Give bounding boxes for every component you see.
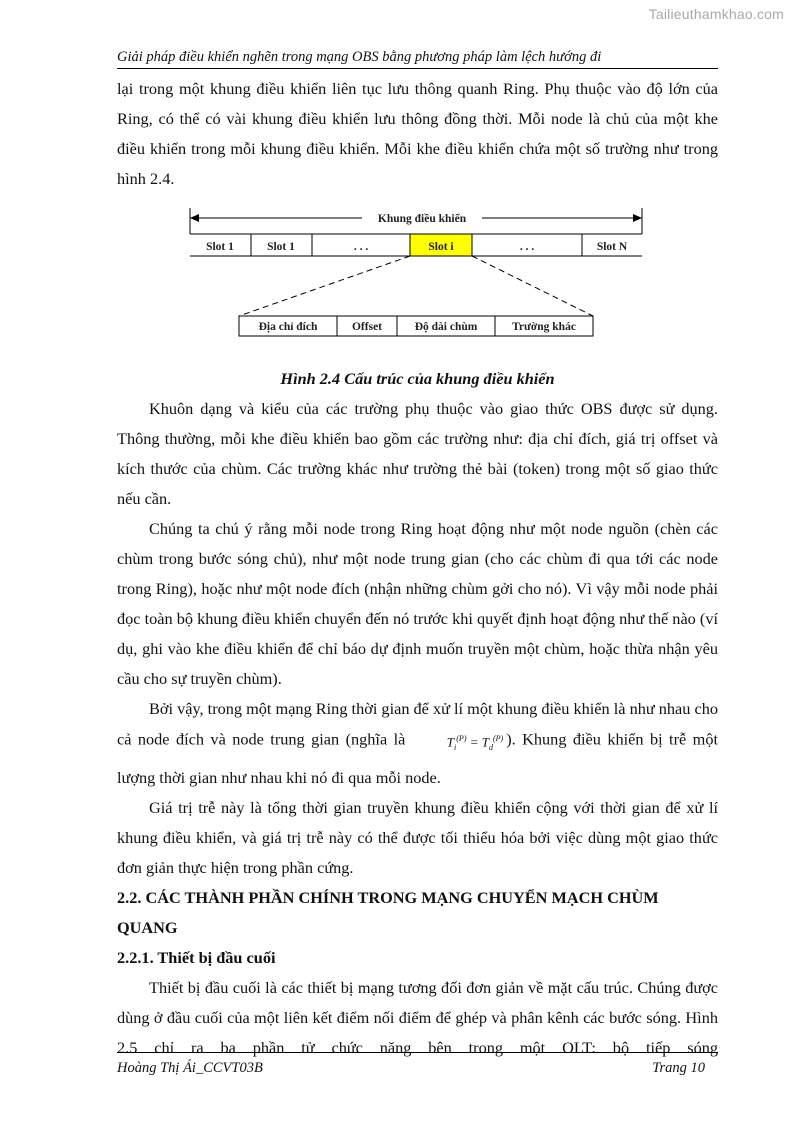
section-heading: 2.2. CÁC THÀNH PHẦN CHÍNH TRONG MẠNG CHUYỂN MẠCH CHÙM QUANG	[117, 887, 659, 937]
figure-control-frame	[117, 204, 718, 364]
paragraph: lại trong một khung điều khiển liên tục lưu thông quanh Ring. Phụ thuộc vào độ lớn của Ring, có thể có vài khung điều khiển lưu thông đồng thời. Mỗi node là chủ của một khe điều khiển trong mỗi khung điều khiển. Mỗi khe điều khiển chứa một số trường như trong hình 2.4.	[117, 79, 718, 188]
watermark: Tailieuthamkhao.com	[648, 6, 784, 22]
field-label: Offset	[351, 321, 383, 333]
footer-author: Hoàng Thị Ái_CCVT03B	[117, 1060, 263, 1076]
slot-label: Slot i	[428, 241, 454, 253]
slot-label: Slot 1	[206, 241, 234, 253]
paragraph: Khuôn dạng và kiểu của các trường phụ thuộc vào giao thức OBS được sử dụng. Thông thường, mỗi khe điều khiển bao gồm các trường như: địa chỉ đích, giá trị offset và kích thước của chùm. Các trường khác như trường thẻ bài (token) trong một số giao thức nếu cần.	[117, 399, 718, 508]
paragraph: Giá trị trễ này là tổng thời gian truyền khung điều khiển cộng với thời gian để xử lí khung điều khiển, và giá trị trễ này có thể được tối thiểu hóa bởi việc dùng một giao thức đơn giản thực hiện trong phần cứng.	[117, 797, 718, 877]
paragraph-text: ). Khung điều khiển bị trễ một lượng thời gian như nhau khi nó đi qua mỗi node.	[117, 729, 718, 787]
arrow-right-head	[633, 214, 642, 222]
figure-caption: Hình 2.4 Cấu trúc của khung điều khiển	[280, 369, 555, 388]
page-content	[117, 74, 718, 1063]
zoom-line-left	[239, 256, 410, 316]
footer-rule	[117, 1052, 718, 1053]
formula: $T_i^{(P)} = T_d^{(P)}$	[446, 734, 504, 752]
field-label: Trường khác	[512, 321, 576, 333]
footer-page-number: Trang 10	[652, 1060, 705, 1076]
field-label: Độ dài chùm	[414, 321, 478, 333]
paragraph: Thiết bị đầu cuối là các thiết bị mạng tương đối đơn giản về mặt cấu trúc. Chúng được dùng ở đầu cuối của một liên kết điểm nối điểm để ghép và phân kênh các bước sóng. Hình 2.5 chỉ ra ba phần tử chức năng bên trong một OLT: bộ tiếp sóng	[117, 977, 718, 1057]
slot-label: . . .	[353, 241, 369, 253]
zoom-line-right	[472, 256, 593, 316]
paragraph-text: Bởi vậy, trong một mạng Ring thời gian để xử lí một khung điều khiển là như nhau cho cả node đích và node trung gian (nghĩa là	[117, 699, 718, 749]
paragraph	[117, 694, 718, 793]
header-rule	[117, 68, 718, 69]
subsection-heading: 2.2.1. Thiết bị đầu cuối	[117, 947, 276, 967]
paragraph: Chúng ta chú ý rằng mỗi node trong Ring hoạt động như một node nguồn (chèn các chùm trong bước sóng chủ), như một node trung gian (cho các chùm đi qua tới các node trong Ring), hoặc như một node đích (nhận những chùm gởi cho nó). Vì vậy mỗi node phải đọc toàn bộ khung điều khiển chuyển đến nó trước khi quyết định hoạt động như thế nào (ví dụ, ghi vào khe điều khiển để chỉ báo dự định muốn truyền một chùm, hoặc thừa nhận yêu cầu cho sự truyền chùm).	[117, 519, 718, 688]
slot-label: . . .	[519, 241, 535, 253]
arrow-left-head	[190, 214, 199, 222]
slot-label: Slot 1	[267, 241, 295, 253]
slot-label: Slot N	[596, 241, 628, 253]
field-label: Địa chỉ đích	[258, 321, 318, 333]
control-frame-diagram	[117, 204, 718, 364]
running-header: Giải pháp điều khiển nghẽn trong mạng OBS bằng phương pháp làm lệch hướng đi	[117, 49, 602, 65]
frame-label: Khung điều khiển	[377, 213, 467, 225]
